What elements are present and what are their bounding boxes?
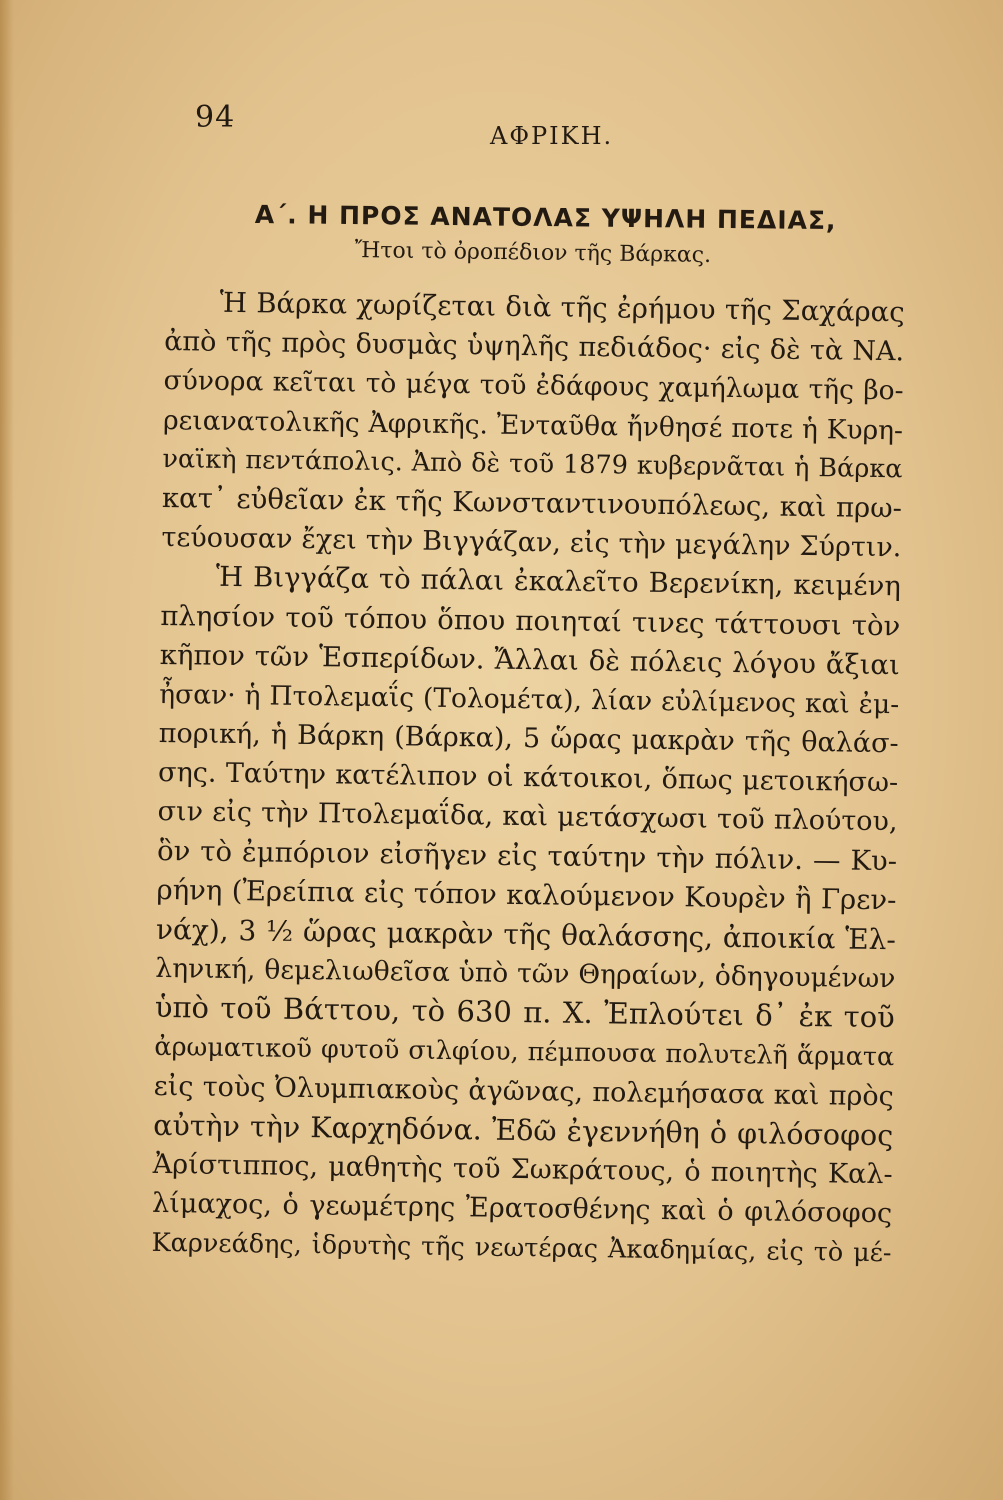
text-line: τεύουσαν ἔχει τὴν Βιγγάζαν, εἰς τὴν μεγάλην Σύρτιν. — [161, 522, 902, 564]
page-number: 94 — [195, 100, 236, 135]
page-edge-shadow — [0, 0, 14, 1500]
text-line: σιν εἰς τὴν Πτολεμαΐδα, καὶ μετάσχωσι τοῦ πλούτου, — [157, 796, 898, 838]
text-line: ἀπὸ τῆς πρὸς δυσμὰς ὑψηλῆς πεδιάδος· εἰς δὲ τὰ ΝΑ. — [163, 326, 905, 368]
text-line: πορική, ἡ Βάρκη (Βάρκα), 5 ὥρας μακρὰν τῆς θαλάσ- — [158, 718, 899, 760]
text-line: ἀρωματικοῦ φυτοῦ σιλφίου, πέμπουσα πολυτελῆ ἅρματα — [154, 1031, 895, 1072]
running-head: ΑΦΡΙΚΗ. — [490, 122, 614, 150]
text-line: εἰς τοὺς Ὀλυμπιακοὺς ἀγῶνας, πολεμήσασα καὶ πρὸς — [153, 1070, 894, 1113]
text-line: κατ᾽ εὐθεῖαν ἐκ τῆς Κωνσταντινουπόλεως, καὶ πρω- — [161, 481, 903, 525]
text-line: σύνορα κεῖται τὸ μέγα τοῦ ἐδάφους χαμήλωμα τῆς βο- — [163, 365, 904, 407]
text-line: ληνική, θεμελιωθεῖσα ὑπὸ τῶν Θηραίων, ὁδηγουμένων — [155, 953, 896, 995]
text-line: κῆπον τῶν Ἑσπερίδων. Ἄλλαι δὲ πόλεις λόγου ἄξιαι — [159, 638, 900, 681]
text-line: ναϊκὴ πεντάπολις. Ἀπὸ δὲ τοῦ 1879 κυβερνᾶται ἡ Βάρκα — [162, 443, 903, 485]
text-line: Ἡ Βάρκα χωρίζεται διὰ τῆς ἐρήμου τῆς Σαχάρας — [219, 286, 905, 329]
text-line: σης. Ταύτην κατέλιπον οἱ κάτοικοι, ὅπως μετοικήσω- — [157, 757, 899, 799]
section-title: Α΄. Η ΠΡΟΣ ΑΝΑΤΟΛΑΣ ΥΨΗΛΗ ΠΕΔΙΑΣ, — [254, 200, 837, 236]
text-line: ὑπὸ τοῦ Βάττου, τὸ 630 π. Χ. Ἐπλούτει δ᾽ ἐκ τοῦ — [154, 990, 896, 1035]
text-line: Ἡ Βιγγάζα τὸ πάλαι ἐκαλεῖτο Βερενίκη, κειμένη — [215, 561, 902, 603]
text-line: Καρνεάδης, ἱδρυτὴς τῆς νεωτέρας Ἀκαδημίας, εἰς τὸ μέ- — [151, 1227, 892, 1268]
text-line: αὐτὴν τὴν Καρχηδόνα. Ἐδῶ ἐγεννήθη ὁ φιλόσοφος — [153, 1108, 894, 1153]
text-line: ἦσαν· ἡ Πτολεμαΐς (Τολομέτα), λίαν εὐλίμενος καὶ ἐμ- — [159, 678, 900, 721]
section-subtitle: Ἤτοι τὸ ὀροπέδιον τῆς Βάρκας. — [354, 238, 712, 268]
body-text — [151, 283, 905, 1273]
text-line: ρήνη (Ἐρείπια εἰς τόπον καλούμενον Κουρὲν ἢ Γρεν- — [156, 873, 897, 917]
text-line: λίμαχος, ὁ γεωμέτρης Ἐρατοσθένης καὶ ὁ φιλόσοφος — [151, 1188, 893, 1230]
text-line: ὃν τὸ ἐμπόριον εἰσῆγεν εἰς ταύτην τὴν πόλιν. — Κυ- — [156, 834, 898, 877]
text-line: Ἀρίστιππος, μαθητὴς τοῦ Σωκράτους, ὁ ποιητὴς Καλ- — [152, 1149, 893, 1191]
text-line: νάχ), 3 ½ ὥρας μακρὰν τῆς θαλάσσης, ἀποικία Ἑλ- — [155, 912, 897, 957]
text-line: πλησίον τοῦ τόπου ὅπου ποιηταί τινες τάττουσι τὸν — [160, 599, 901, 642]
text-line: ρειανατολικῆς Ἀφρικῆς. Ἐνταῦθα ἤνθησέ ποτε ἡ Κυρη- — [162, 404, 904, 446]
